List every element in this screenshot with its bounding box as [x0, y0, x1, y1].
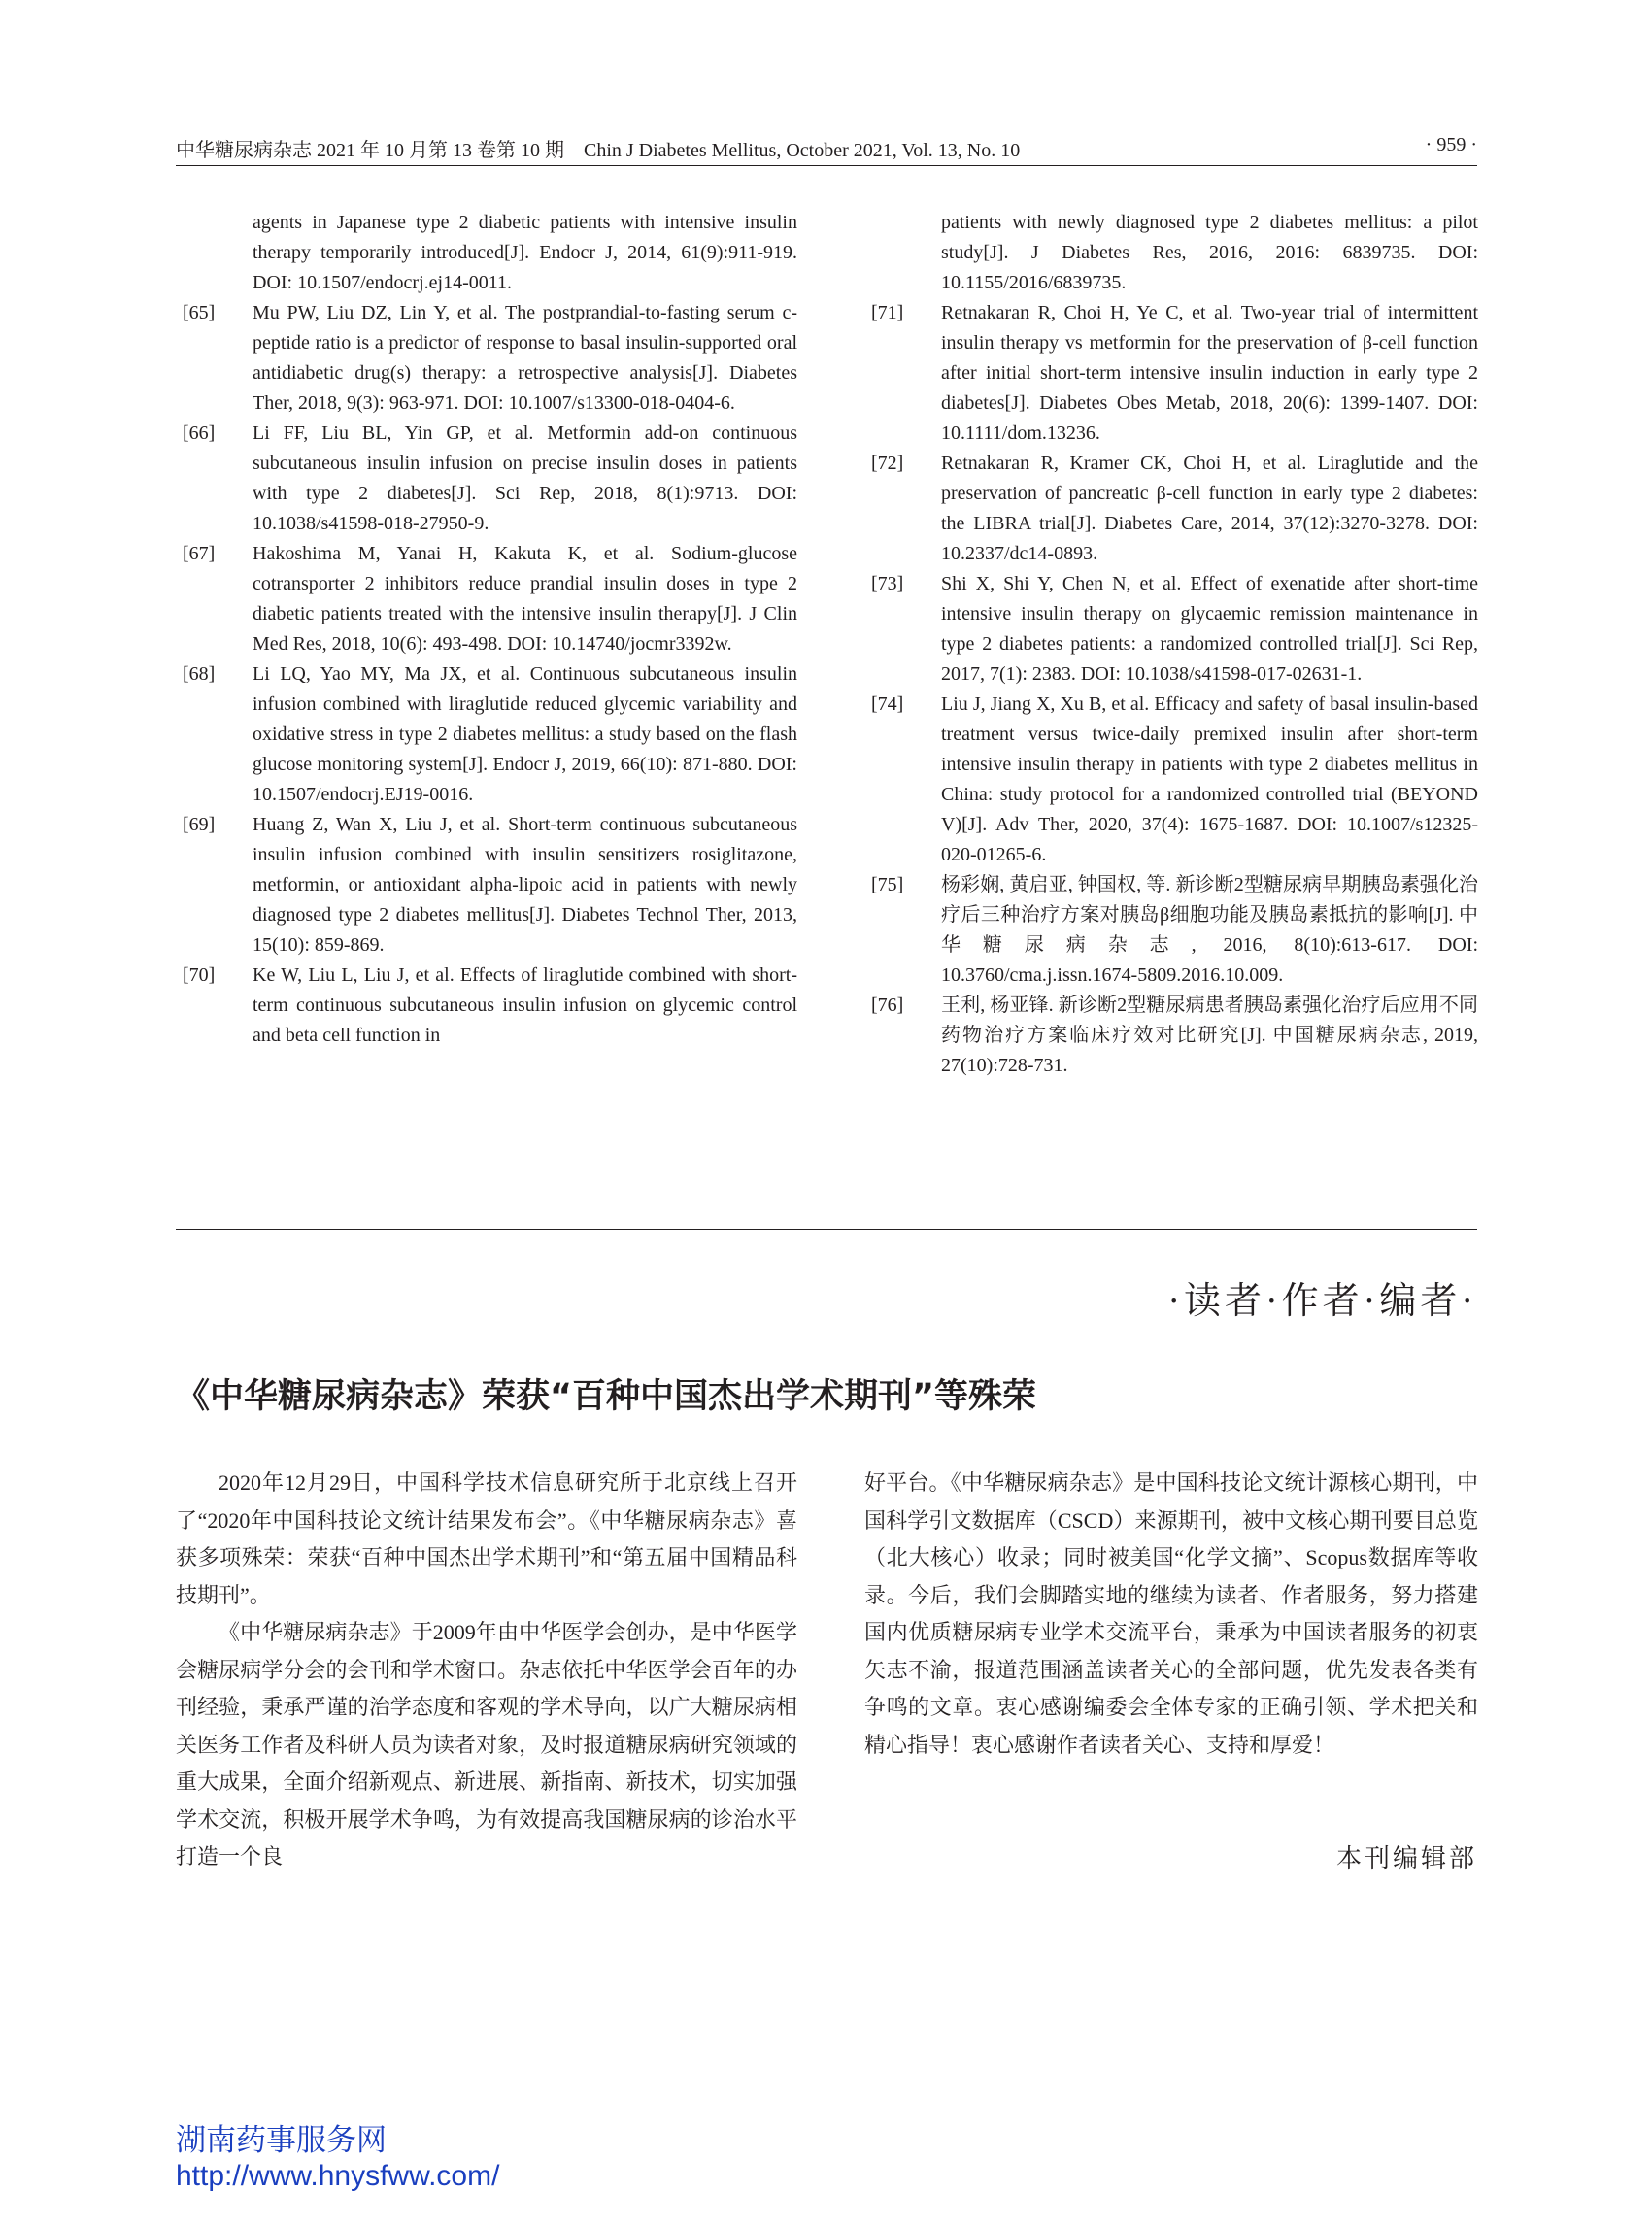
editorial-signature: 本刊编辑部 — [1335, 1844, 1477, 1872]
reference-item — [176, 298, 797, 419]
running-header — [176, 134, 1477, 165]
notice-paragraph: 2020年12月29日，中国科学技术信息研究所于北京线上召开了“2020年中国科技论文统计结果发布会”。《中华糖尿病杂志》喜获多项殊荣：荣获“百种中国杰出学术期刊”和“第五届中国精品科技期刊”。 — [176, 1470, 797, 1607]
reference-text: Shi X, Shi Y, Chen N, et al. Effect of exenatide after short-time intensive insulin therapy on glycaemic remission maintenance in type 2 diabetes patients: a randomized controlled trial[J]. Sci Rep, 2017, 7(1): 2383. DOI: 10.1038/s41598-017-02631-1. — [941, 573, 1478, 685]
notice-body-right — [864, 1465, 1478, 1764]
reference-number: [66] — [183, 422, 216, 444]
reference-text: Li FF, Liu BL, Yin GP, et al. Metformin add-on continuous subcutaneous insulin infusion on precise insulin doses in patients with type 2 diabetes[J]. Sci Rep, 2018, 8(1):9713. DOI: 10.1038/s41598-018-27950-9. — [253, 422, 797, 534]
reference-number: [76] — [871, 995, 904, 1016]
notice-body-left — [176, 1465, 797, 1876]
reference-text: 杨彩娴, 黄启亚, 钟国权, 等. 新诊断2型糖尿病早期胰岛素强化治疗后三种治疗方案对胰岛β细胞功能及胰岛素抵抗的影响[J]. 中华糖尿病杂志, 2016, 8(10):613-617. DOI: 10.3760/cma.j.issn.1674-5809.2016.10.009. — [941, 874, 1478, 986]
references-right-column — [864, 208, 1478, 1081]
reference-number: [69] — [183, 814, 216, 835]
section-divider — [176, 1229, 1477, 1230]
reference-text: Hakoshima M, Yanai H, Kakuta K, et al. Sodium-glucose cotransporter 2 inhibitors reduce prandial insulin doses in type 2 diabetic patients treated with the intensive insulin therapy[J]. J Clin Med Res, 2018, 10(6): 493-498. DOI: 10.14740/jocmr3392w. — [253, 543, 797, 655]
reference-item — [864, 569, 1478, 690]
reference-number: [75] — [871, 874, 904, 895]
watermark-site-name: 湖南药事服务网 — [176, 2123, 387, 2157]
header-rule — [176, 165, 1477, 166]
reference-number: [70] — [183, 964, 216, 986]
reference-text: Retnakaran R, Choi H, Ye C, et al. Two-year trial of intermittent insulin therapy vs metformin for the preservation of β-cell function after initial short-term intensive insulin induction in early type 2 diabetes[J]. Diabetes Obes Metab, 2018, 20(6): 1399-1407. DOI: 10.1111/dom.13236. — [941, 302, 1478, 444]
reference-number: [73] — [871, 573, 904, 594]
watermark — [176, 2122, 499, 2194]
references-left-column — [176, 208, 797, 1051]
reference-text: Li LQ, Yao MY, Ma JX, et al. Continuous subcutaneous insulin infusion combined with liraglutide reduced glycemic variability and oxidative stress in type 2 diabetes mellitus: a study based on the flash glucose monitoring system[J]. Endocr J, 2019, 66(10): 871-880. DOI: 10.1507/endocrj.EJ19-0016. — [253, 663, 797, 805]
reference-text: 王利, 杨亚锋. 新诊断2型糖尿病患者胰岛素强化治疗后应用不同药物治疗方案临床疗效对比研究[J]. 中国糖尿病杂志, 2019, 27(10):728-731. — [941, 995, 1478, 1076]
reference-number: [65] — [183, 302, 216, 323]
reference-text: Retnakaran R, Kramer CK, Choi H, et al. Liraglutide and the preservation of pancreatic β-cell function in early type 2 diabetes: the LIBRA trial[J]. Diabetes Care, 2014, 37(12):3270-3278. DOI: 10.2337/dc14-0893. — [941, 453, 1478, 564]
reference-text: Ke W, Liu L, Liu J, et al. Effects of liraglutide combined with short-term continuous subcutaneous insulin infusion on glycemic control and beta cell function in — [253, 964, 797, 1046]
section-heading: ·读者·作者·编者· — [1167, 1281, 1477, 1322]
reference-item — [176, 961, 797, 1051]
notice-paragraph-continued: 好平台。《中华糖尿病杂志》是中国科技论文统计源核心期刊，中国科学引文数据库（CSCD）来源期刊，被中文核心期刊要目总览（北大核心）收录；同时被美国“化学文摘”、Scopus数据库等收录。今后，我们会脚踏实地的继续为读者、作者服务，努力搭建国内优质糖尿病专业学术交流平台，秉承为中国读者服务的初衷矢志不渝，报道范围涵盖读者关心的全部问题，优先发表各类有争鸣的文章。衷心感谢编委会全体专家的正确引领、学术把关和精心指导！衷心感谢作者读者关心、支持和厚爱！ — [864, 1470, 1478, 1757]
reference-item — [864, 449, 1478, 569]
reference-item — [176, 539, 797, 659]
reference-item — [864, 208, 1478, 298]
notice-title: 《中华糖尿病杂志》荣获“百种中国杰出学术期刊”等殊荣 — [176, 1377, 1037, 1416]
reference-number: [72] — [871, 453, 904, 474]
notice-paragraph: 《中华糖尿病杂志》于2009年由中华医学会创办，是中华医学会糖尿病学分会的会刊和学术窗口。杂志依托中华医学会百年的办刊经验，秉承严谨的治学态度和客观的学术导向，以广大糖尿病相关医务工作者及科研人员为读者对象，及时报道糖尿病研究领域的重大成果，全面介绍新观点、新进展、新指南、新技术，切实加强学术交流，积极开展学术争鸣，为有效提高我国糖尿病的诊治水平打造一个良 — [176, 1620, 797, 1869]
reference-item — [176, 659, 797, 810]
page-number: · 959 · — [1425, 134, 1477, 155]
reference-item — [176, 419, 797, 539]
reference-number: [74] — [871, 693, 904, 715]
reference-text: patients with newly diagnosed type 2 diabetes mellitus: a pilot study[J]. J Diabetes Res, 2016, 2016: 6839735. DOI: 10.1155/2016/6839735. — [941, 212, 1478, 293]
reference-number: [68] — [183, 663, 216, 685]
reference-item — [176, 208, 797, 298]
reference-text: agents in Japanese type 2 diabetic patients with intensive insulin therapy temporarily introduced[J]. Endocr J, 2014, 61(9):911-919. DOI: 10.1507/endocrj.ej14-0011. — [253, 212, 797, 293]
reference-number: [67] — [183, 543, 216, 564]
reference-item — [864, 298, 1478, 449]
reference-text: Liu J, Jiang X, Xu B, et al. Efficacy and safety of basal insulin-based treatment versus twice-daily premixed insulin after short-term intensive insulin therapy in patients with type 2 diabetes mellitus in China: study protocol for a randomized controlled trial (BEYOND V)[J]. Adv Ther, 2020, 37(4): 1675-1687. DOI: 10.1007/s12325-020-01265-6. — [941, 693, 1478, 865]
watermark-url[interactable]: http://www.hnysfww.com/ — [176, 2160, 500, 2192]
reference-item — [864, 870, 1478, 991]
reference-number: [71] — [871, 302, 904, 323]
reference-item — [864, 690, 1478, 870]
reference-item — [864, 991, 1478, 1081]
journal-citation-line: 中华糖尿病杂志 2021 年 10 月第 13 卷第 10 期 Chin J Diabetes Mellitus, October 2021, Vol. 13, No. 10 — [176, 140, 1021, 161]
reference-text: Huang Z, Wan X, Liu J, et al. Short-term continuous subcutaneous insulin infusion combined with insulin sensitizers rosiglitazone, metformin, or antioxidant alpha-lipoic acid in patients with newly diagnosed type 2 diabetes mellitus[J]. Diabetes Technol Ther, 2013, 15(10): 859-869. — [253, 814, 797, 956]
reference-item — [176, 810, 797, 961]
reference-text: Mu PW, Liu DZ, Lin Y, et al. The postprandial-to-fasting serum c-peptide ratio is a predictor of response to basal insulin-supported oral antidiabetic drug(s) therapy: a retrospective analysis[J]. Diabetes Ther, 2018, 9(3): 963-971. DOI: 10.1007/s13300-018-0404-6. — [253, 302, 797, 414]
